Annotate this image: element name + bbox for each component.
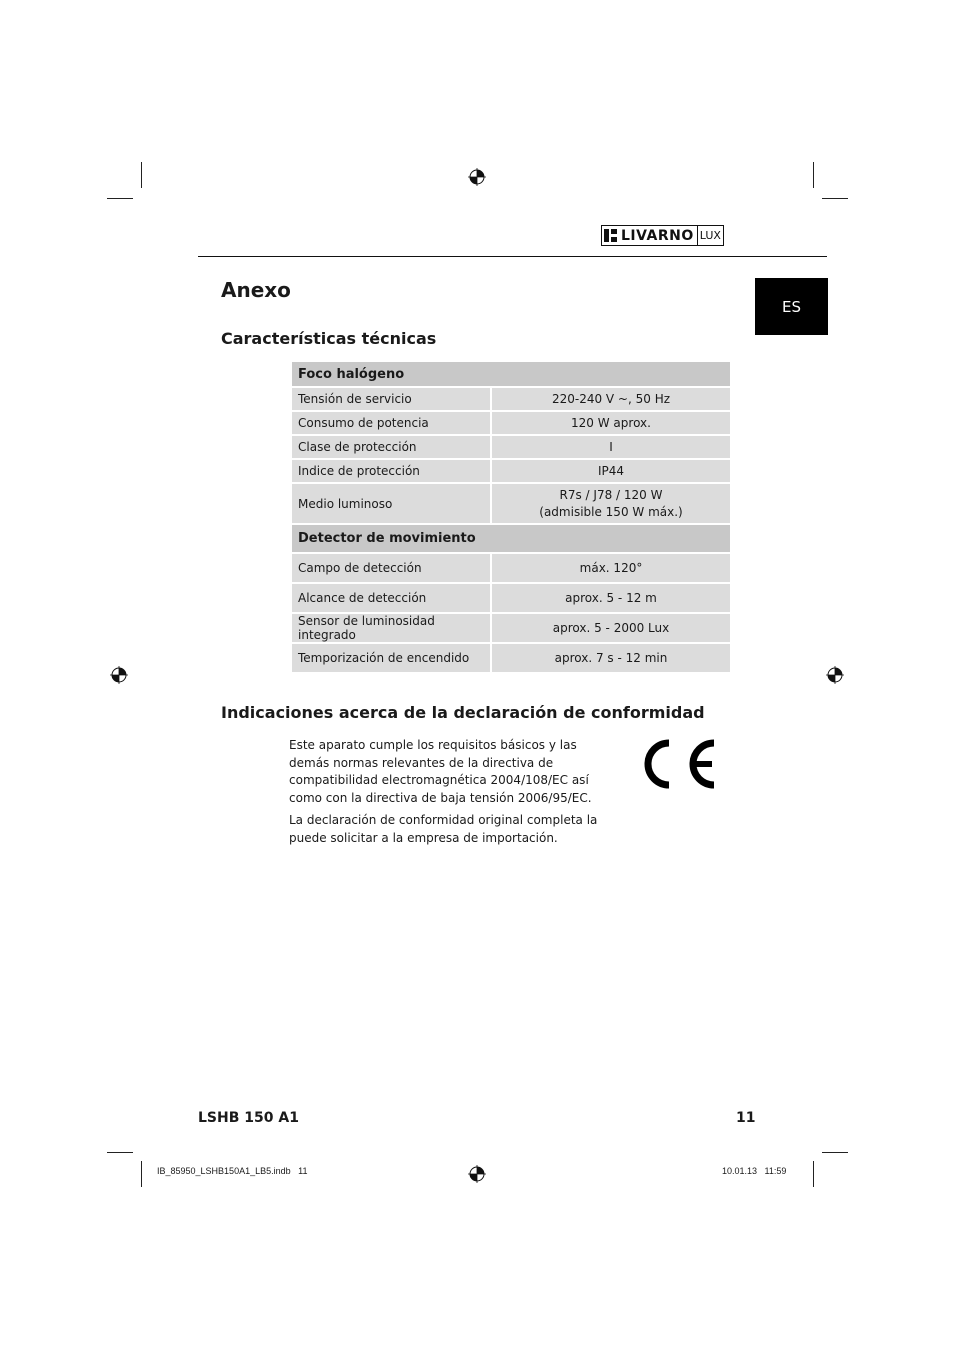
brand-name: LIVARNO (621, 227, 694, 244)
language-tab: ES (755, 278, 828, 335)
spec-label: Medio luminoso (291, 483, 491, 524)
spec-value: aprox. 5 - 2000 Lux (491, 613, 731, 643)
section-header-cell: Foco halógeno (291, 361, 731, 387)
spec-label: Tensión de servicio (291, 387, 491, 411)
section-header-cell: Detector de movimiento (291, 524, 731, 553)
header-rule (198, 256, 827, 257)
crop-mark (141, 1161, 142, 1187)
registration-mark-icon (468, 1165, 486, 1183)
table-row (291, 613, 731, 643)
crop-mark (813, 1161, 814, 1187)
crop-mark (813, 162, 814, 188)
registration-mark-icon (826, 666, 844, 684)
conformity-paragraph: La declaración de conformidad original completa la puede solicitar a la empresa de importación. (289, 813, 598, 845)
page-number: 11 (736, 1110, 756, 1126)
spec-value: máx. 120° (491, 553, 731, 583)
brand-logo (601, 225, 724, 246)
table-row (291, 387, 731, 411)
crop-mark (822, 198, 848, 199)
table-row (291, 435, 731, 459)
crop-mark (822, 1152, 848, 1153)
spec-label: Campo de detección (291, 553, 491, 583)
spec-value: 120 W aprox. (491, 411, 731, 435)
ce-mark-icon (642, 737, 716, 791)
spec-value (491, 483, 731, 524)
crop-mark (107, 198, 133, 199)
table-row (291, 411, 731, 435)
crop-mark (141, 162, 142, 188)
spec-value: I (491, 435, 731, 459)
page-title: Anexo (221, 278, 291, 302)
table-row (291, 459, 731, 483)
registration-mark-icon (110, 666, 128, 684)
spec-value: aprox. 7 s - 12 min (491, 643, 731, 673)
registration-mark-icon (468, 168, 486, 186)
conformity-paragraph: Este aparato cumple los requisitos básicos y las demás normas relevantes de la directiva de compatibilidad electromagnética 2004/108/EC así como con la directiva de baja tensión 2006/95/EC. (289, 738, 592, 805)
table-row (291, 583, 731, 613)
table-row (291, 553, 731, 583)
spec-label: Indice de protección (291, 459, 491, 483)
spec-value-line: R7s / J78 / 120 W (559, 487, 663, 502)
spec-label: Consumo de potencia (291, 411, 491, 435)
table-row (291, 483, 731, 524)
table-section-header (291, 361, 731, 387)
spec-label: Temporización de encendido (291, 643, 491, 673)
conformity-heading: Indicaciones acerca de la declaración de conformidad (221, 703, 705, 722)
table-row (291, 643, 731, 673)
spec-label: Sensor de luminosidad integrado (291, 613, 491, 643)
table-section-header (291, 524, 731, 553)
spec-value: aprox. 5 - 12 m (491, 583, 731, 613)
spec-value-line: (admisible 150 W máx.) (539, 504, 683, 519)
brand-mark-icon (604, 229, 617, 242)
brand-suffix: LUX (698, 225, 724, 246)
print-slug-file: IB_85950_LSHB150A1_LB5.indb 11 (157, 1166, 308, 1176)
spec-label: Clase de protección (291, 435, 491, 459)
spec-label: Alcance de detección (291, 583, 491, 613)
spec-value: IP44 (491, 459, 731, 483)
print-slug-date: 10.01.13 11:59 (722, 1166, 787, 1176)
spec-value: 220-240 V ~, 50 Hz (491, 387, 731, 411)
spec-table (290, 360, 732, 674)
crop-mark (107, 1152, 133, 1153)
specs-heading: Características técnicas (221, 329, 437, 348)
footer-model: LSHB 150 A1 (198, 1110, 299, 1126)
